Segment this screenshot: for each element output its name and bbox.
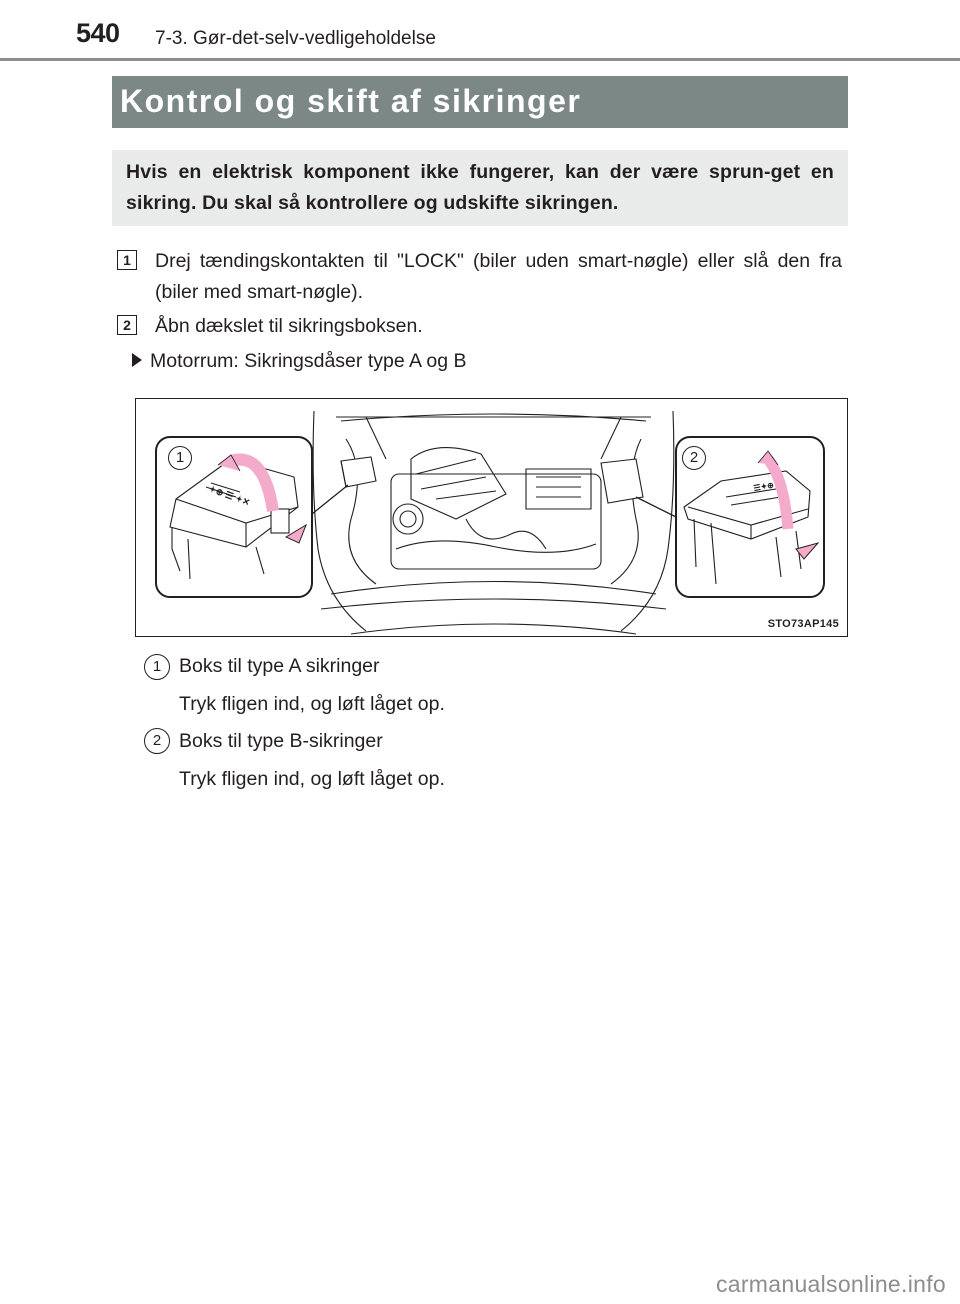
figure-marker-2: 2 <box>682 446 706 470</box>
step-number-2: 2 <box>117 315 137 335</box>
callout-title-1: Boks til type A sikringer <box>179 655 380 677</box>
callout-title-2: Boks til type B-sikringer <box>179 730 383 752</box>
intro-text: Hvis en elektrisk komponent ikke fungerer, kan der være sprun-get en sikring. Du skal så kontrollere og udskifte sikringen. <box>126 161 834 214</box>
bullet-text: Motorrum: Sikringsdåser type A og B <box>150 350 467 372</box>
step-text-1: Drej tændingskontakten til "LOCK" (biler uden smart-nøgle) eller slå den fra (biler med smart-nøgle). <box>155 250 842 303</box>
header-divider <box>0 58 960 61</box>
callout-marker-1: 1 <box>144 654 170 680</box>
figure-code: STO73AP145 <box>767 618 839 630</box>
triangle-bullet-icon <box>132 353 142 367</box>
chapter-title: 7-3. Gør-det-selv-vedligeholdelse <box>155 28 436 49</box>
engine-bay-illustration <box>136 399 847 636</box>
watermark: carmanualsonline.info <box>715 1271 946 1297</box>
engine-fuse-box-figure <box>135 398 848 637</box>
callout-marker-2: 2 <box>144 728 170 754</box>
step-number-1: 1 <box>117 250 137 270</box>
callout-description-2: Tryk fligen ind, og løft låget op. <box>179 768 445 790</box>
bullet-item <box>132 350 466 373</box>
svg-text:☰✦⊕: ☰✦⊕ <box>752 480 775 493</box>
section-title: Kontrol og skift af sikringer <box>120 83 582 119</box>
intro-box <box>112 150 848 226</box>
callout-description-1: Tryk fligen ind, og løft låget op. <box>179 693 445 715</box>
svg-text:✦⊕ ☰ ✦✕: ✦⊕ ☰ ✦✕ <box>207 483 252 508</box>
step-text-2: Åbn dækslet til sikringsboksen. <box>155 315 423 337</box>
figure-marker-1: 1 <box>168 446 192 470</box>
section-banner <box>112 76 848 128</box>
page-number: 540 <box>76 18 120 48</box>
